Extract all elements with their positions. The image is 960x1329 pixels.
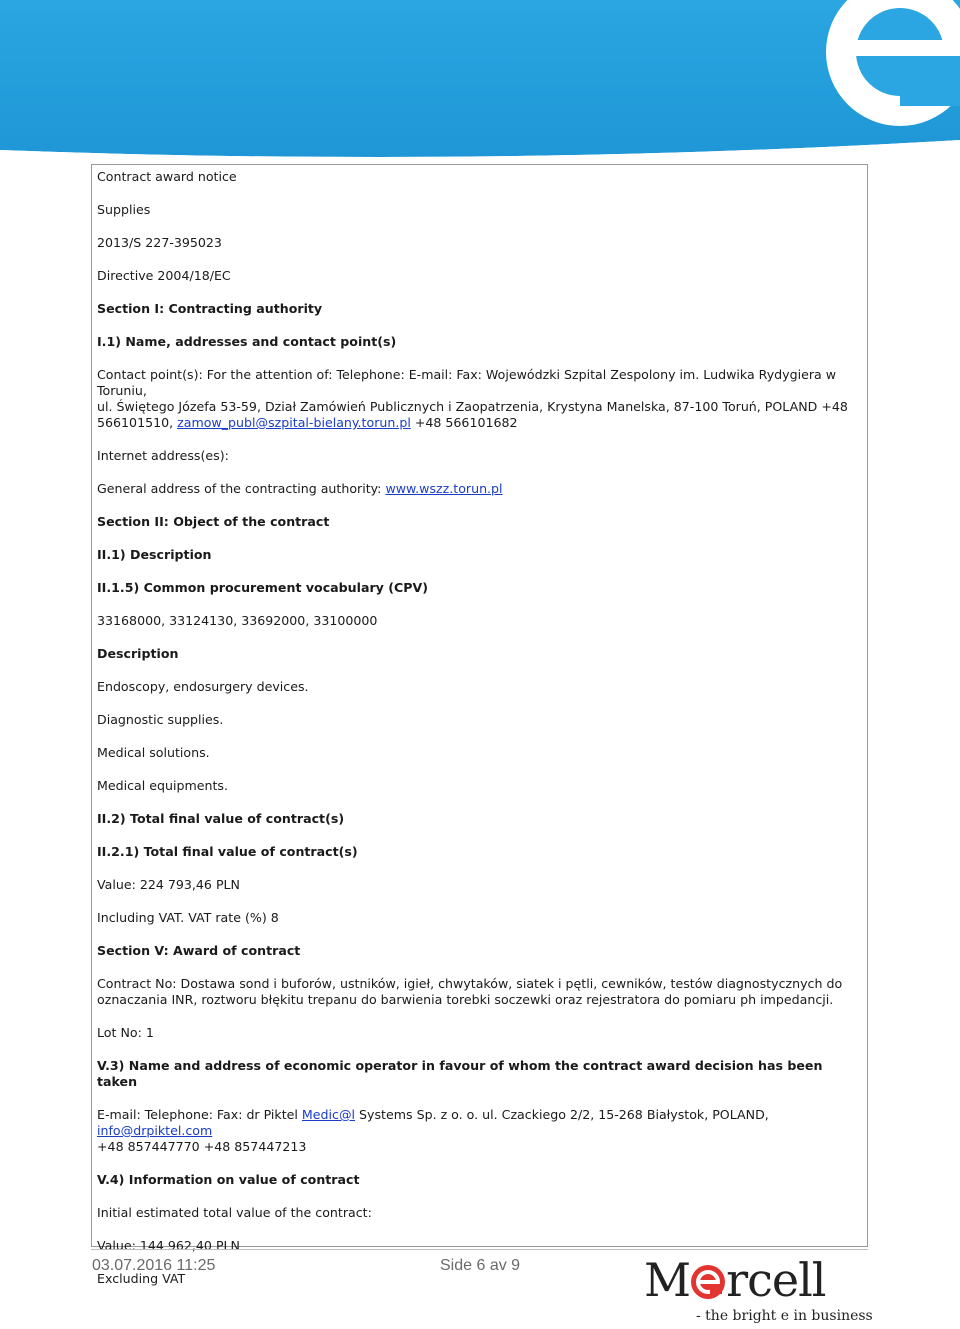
section-2-2-1-heading: II.2.1) Total final value of contract(s) <box>97 844 358 859</box>
logo-tagline: - the bright e in business <box>696 1308 873 1324</box>
banner-graphic <box>0 0 960 160</box>
section-2-heading: Section II: Object of the contract <box>97 514 330 529</box>
initial-estimated-label: Initial estimated total value of the contract: <box>97 1205 372 1220</box>
logo-wordmark <box>644 1252 826 1308</box>
contact-points <box>97 367 862 431</box>
logo-e-icon <box>691 1265 725 1299</box>
general-address <box>97 481 862 497</box>
footer-datetime: 03.07.2016 11:25 <box>92 1257 216 1274</box>
contract-no <box>97 976 862 1008</box>
logo-word-right: rcell <box>726 1253 826 1307</box>
contract-no-line-2: oznaczania INR, roztworu błękitu trepanu do barwienia torebki soczewki oraz rejestratora do pomiaru ph impedancji. <box>97 992 834 1007</box>
economic-operator <box>97 1107 862 1155</box>
section-2-1-heading: II.1) Description <box>97 547 212 562</box>
notice-title: Contract award notice <box>97 169 237 184</box>
cpv-codes: 33168000, 33124130, 33692000, 33100000 <box>97 613 378 628</box>
lot-no: Lot No: 1 <box>97 1025 154 1040</box>
contact-line-3-post: +48 566101682 <box>410 415 518 430</box>
estimated-value: Value: 144 962,40 PLN <box>97 1238 240 1253</box>
contact-line-3-pre: 566101510, <box>97 415 178 430</box>
notice-ref: 2013/S 227-395023 <box>97 235 222 250</box>
description-item-4: Medical equipments. <box>97 778 228 793</box>
section-2-2-heading: II.2) Total final value of contract(s) <box>97 811 345 826</box>
operator-email-link[interactable]: info@drpiktel.com <box>97 1123 213 1138</box>
header-banner <box>0 0 960 160</box>
contract-no-line-1: Contract No: Dostawa sond i buforów, ustników, igieł, chwytaków, siatek i pętli, cewników, testów diagnostycznych do <box>97 976 843 991</box>
description-item-3: Medical solutions. <box>97 745 210 760</box>
operator-mid: Systems Sp. z o. o. ul. Czackiego 2/2, 15-268 Białystok, POLAND, <box>355 1107 769 1122</box>
contact-line-2: ul. Świętego Józefa 53-59, Dział Zamówień Publicznych i Zaopatrzenia, Krystyna Manelska, 87-100 Toruń, POLAND +48 <box>97 399 848 414</box>
notice-directive: Directive 2004/18/EC <box>97 268 231 283</box>
section-5-heading: Section V: Award of contract <box>97 943 301 958</box>
description-item-1: Endoscopy, endosurgery devices. <box>97 679 309 694</box>
operator-link-medical[interactable]: Medic@l <box>301 1107 356 1122</box>
logo-word-left: M <box>644 1253 691 1307</box>
description-heading: Description <box>97 646 179 661</box>
contact-line-1: Contact point(s): For the attention of: Telephone: E-mail: Fax: Wojewódzki Szpital Zespolony im. Ludwika Rydygiera w Toruniu, <box>97 367 837 398</box>
section-1-heading: Section I: Contracting authority <box>97 301 323 316</box>
footer-page-number: Side 6 av 9 <box>440 1257 521 1274</box>
marcell-logo <box>644 1252 873 1329</box>
general-address-label: General address of the contracting authority: <box>97 481 386 496</box>
section-5-3-heading: V.3) Name and address of economic operator in favour of whom the contract award decision has been taken <box>97 1058 823 1089</box>
section-2-1-5-heading: II.1.5) Common procurement vocabulary (CPV) <box>97 580 428 595</box>
section-5-4-heading: V.4) Information on value of contract <box>97 1172 360 1187</box>
description-item-2: Diagnostic supplies. <box>97 712 224 727</box>
operator-phones: +48 857447770 +48 857447213 <box>97 1139 307 1154</box>
vat-line: Including VAT. VAT rate (%) 8 <box>97 910 279 925</box>
general-address-link[interactable]: www.wszz.torun.pl <box>385 481 503 496</box>
internet-address-label: Internet address(es): <box>97 448 229 463</box>
excluding-vat: Excluding VAT <box>97 1271 186 1286</box>
total-value: Value: 224 793,46 PLN <box>97 877 240 892</box>
footer-divider <box>91 1249 868 1250</box>
operator-pre: E-mail: Telephone: Fax: dr Piktel <box>97 1107 302 1122</box>
contact-email-link[interactable]: zamow_publ@szpital-bielany.torun.pl <box>177 415 411 430</box>
notice-type: Supplies <box>97 202 151 217</box>
section-1-1-heading: I.1) Name, addresses and contact point(s) <box>97 334 397 349</box>
